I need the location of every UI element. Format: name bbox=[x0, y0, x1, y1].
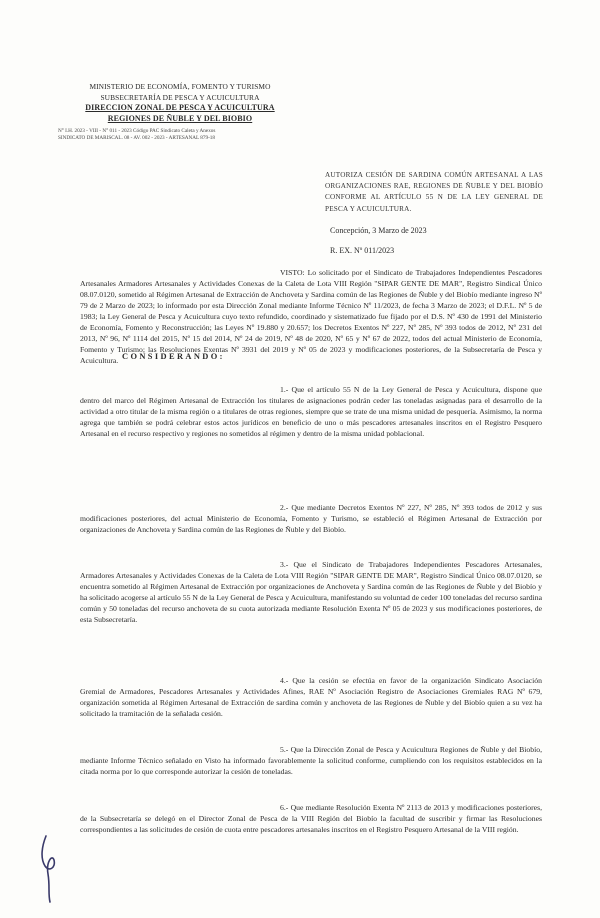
considerando-text: 3.- Que el Sindicato de Trabajadores Independientes Pescadores Artesanales, Armadores Artesanales y Actividades Conexas de la Caleta de Lota VIII Región "SIPAR GENTE DE MAR", Registro Sindical Único 08.07.0120, se encuentra sometido al Régimen Artesanal de Extracción por organizaciones de Anchoveta y Sardina común de las Regiones de Ñuble y del Biobío y ha solicitado acogerse al artículo 55 N de la Ley General de Pesca y Acuicultura, manifestando su voluntad de ceder 100 toneladas del recurso sardina común y 50 toneladas del recurso anchoveta de su cuota autorizada mediante Resolución Exenta Nº 05 de 2023 y sus modificaciones posteriores, de esta Subsecretaría. bbox=[80, 560, 542, 624]
considerando-2 bbox=[80, 503, 542, 536]
considerando-text: 6.- Que mediante Resolución Exenta Nº 2113 de 2013 y modificaciones posteriores, de la Subsecretaría se delegó en el Director Zonal de Pesca de la VIII Región del Biobío la facultad de suscribir y firmar las Resoluciones correspondientes a las solicitudes de cesión de cuota entre pescadores artesanales inscritos en el Registro Pesquero Artesanal de la VIII región. bbox=[80, 803, 542, 834]
resolution-number: R. EX. Nº 011/2023 bbox=[330, 246, 395, 255]
considerando-4 bbox=[80, 676, 542, 720]
handwritten-initial-mark bbox=[36, 832, 66, 904]
ministry-line: MINISTERIO DE ECONOMÍA, FOMENTO Y TURISMO bbox=[89, 82, 271, 91]
considerando-text: 2.- Que mediante Decretos Exentos Nº 227, Nº 285, Nº 393 todos de 2012 y sus modificaciones posteriores, del actual Ministerio de Economía, Fomento y Turismo, se estableció el Régimen Artesanal de Extracción por organizaciones de Anchoveta y Sardina común de las Regiones de Ñuble y del Biobío. bbox=[80, 503, 542, 534]
considerando-text: 1.- Que el artículo 55 N de la Ley General de Pesca y Acuicultura, dispone que dentro del marco del Régimen Artesanal de Extracción los titulares de asignaciones podrán ceder las toneladas asignadas para el desarrollo de la actividad a otro titular de la misma región o a titulares de otras regiones, siempre que se trate de una misma unidad de pesquería. Asimismo, la norma agrega que también se podrá celebrar estos actos jurídicos en beneficio de uno o más pescadores artesanales inscritos en el Registro Pesquero Artesanal en el recurso respectivo y regiones no sometidos al régimen y dentro de la misma unidad poblacional. bbox=[80, 385, 542, 438]
considerando-5 bbox=[80, 745, 542, 778]
considerando-text: 5.- Que la Dirección Zonal de Pesca y Acuicultura Regiones de Ñuble y del Biobío, mediante Informe Técnico señalado en Visto ha informado favorablemente la solicitud conforme, cumpliendo con los requisitos establecidos en la citada norma por lo que corresponde autorizar la cesión de toneladas. bbox=[80, 745, 542, 776]
letterhead bbox=[60, 82, 300, 124]
considerando-3 bbox=[80, 560, 542, 626]
zonal-direction-line: DIRECCION ZONAL DE PESCA Y ACUICULTURA bbox=[85, 103, 275, 113]
resolution-title: AUTORIZA CESIÓN DE SARDINA COMÚN ARTESANAL A LAS ORGANIZACIONES RAE, REGIONES DE ÑUBLE Y DEL BIOBÍO CONFORME AL ARTÍCULO 55 N DE LA LEY GENERAL DE PESCA Y ACUICULTURA. bbox=[325, 171, 543, 213]
visto-label: VISTO bbox=[280, 268, 303, 277]
considerando-1 bbox=[80, 385, 542, 440]
considerando-heading: CONSIDERANDO: bbox=[122, 352, 225, 361]
reference-line-1: N° I.H. 2023 - VIII - N° 011 - 2023 Código PAC Sindicato Caleta y Anexos bbox=[58, 128, 216, 134]
considerando-6 bbox=[80, 803, 542, 836]
considerando-text: 4.- Que la cesión se efectúa en favor de la organización Sindicato Asociación Gremial de Armadores, Pescadores Artesanales y Actividades Afines, RAE Nº Asociación Registro de Asociaciones Gremiales RAG Nº 679, organización sometida al Régimen Artesanal de Extracción de sardina común y anchoveta de las Regiones de Ñuble y del Biobío quien a su vez ha solicitado la tramitación de la señalada cesión. bbox=[80, 676, 542, 718]
reference-codes bbox=[58, 128, 308, 142]
visto-text: : Lo solicitado por el Sindicato de Trabajadores Independientes Pescadores Artesanales Armadores Artesanales y Actividades Conexas de la Caleta de Lota VIII Región "SIPAR GENTE DE MAR", Registro Sindical Único 08.07.0120, sometido al Régimen Artesanal de Extracción de Anchoveta y Sardina común de las Regiones de Ñuble y del Biobío mediante ingreso Nº 79 de 2 Marzo de 2023; lo informado por esta Dirección Zonal mediante Informe Técnico Nº 11/2023, de fecha 3 Marzo de 2023; el D.F.L. Nº 5 de 1983; la Ley General de Pesca y Acuicultura cuyo texto refundido, coordinado y sistematizado fue fijado por el D.S. Nº 430 de 1991 del Ministerio de Economía, Fomento y Reconstrucción; las Leyes Nº 19.880 y 20.657; los Decretos Exentos Nº 227, Nº 285, Nº 393 todos de 2012, Nº 231 del 2013, Nº 96, Nº 1114 del 2015, Nº 15 del 2014, Nº 24 de 2019, Nº 48 de 2020, Nº 65 y Nº 67 de 2022, todos del actual Ministerio de Economía, Fomento y Turismo; las Resoluciones Exentas Nº 3931 del 2019 y Nº 05 de 2023 y modificaciones posteriores, de la Subsecretaría de Pesca y Acuicultura. bbox=[80, 268, 542, 365]
document-date: Concepción, 3 Marzo de 2023 bbox=[330, 226, 427, 235]
reference-line-2: SINDICATO DE MARISCAL. 08 - AV. 002 - 2023 - ARTESANAL 879-18 bbox=[58, 135, 215, 141]
regions-line: REGIONES DE ÑUBLE Y DEL BIOBIO bbox=[107, 113, 253, 123]
subsecretariat-line: SUBSECRETARÍA DE PESCA Y ACUICULTURA bbox=[100, 92, 260, 102]
